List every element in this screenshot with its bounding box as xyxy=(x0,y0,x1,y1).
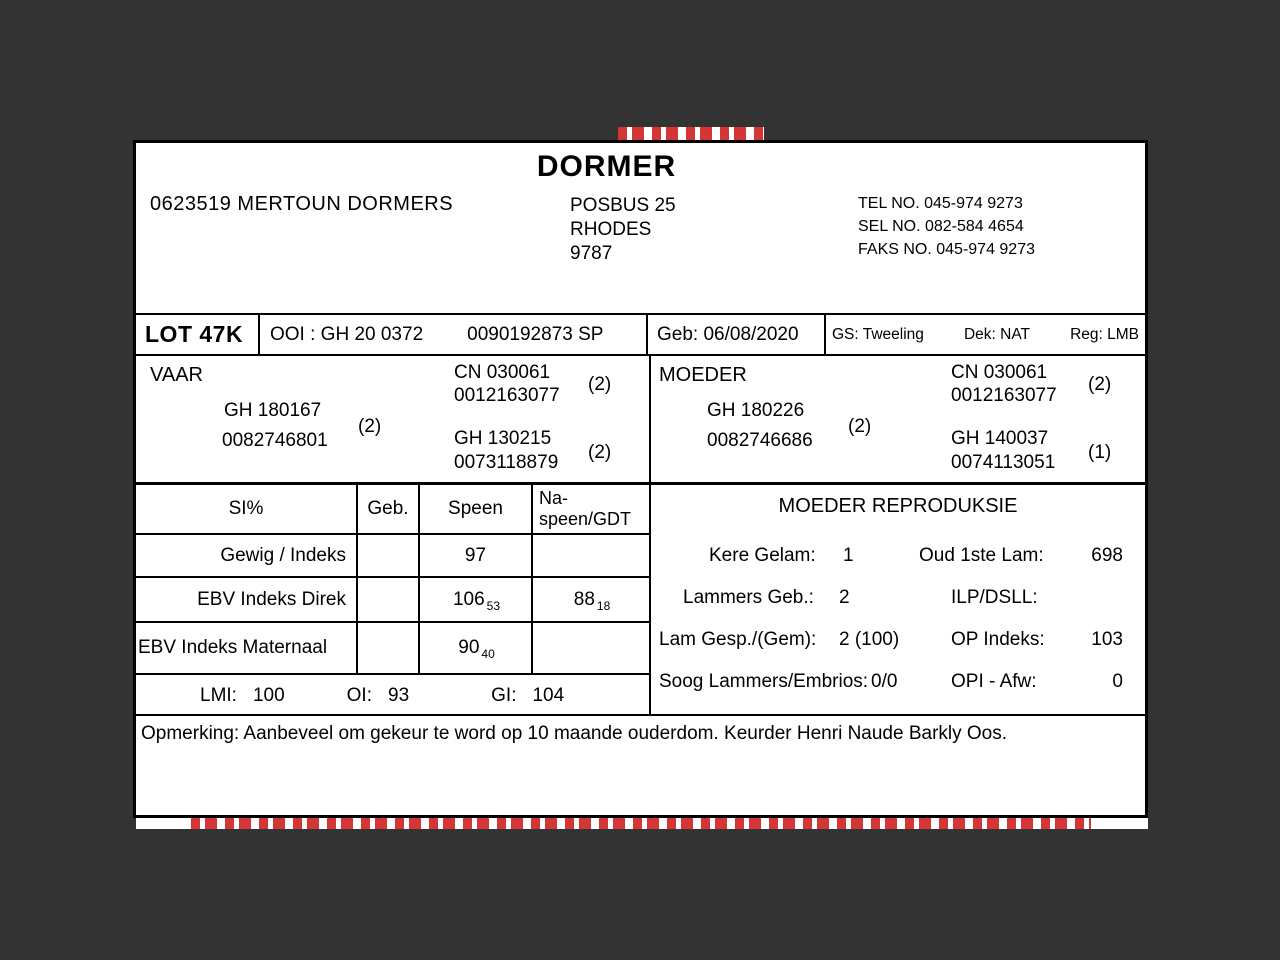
dam-count: (2) xyxy=(848,416,872,437)
dam-granddam-id: GH 140037 xyxy=(951,428,1049,449)
dek-value: Dek: NAT xyxy=(963,325,1030,343)
oud-1ste-lam-label: Oud 1ste Lam: xyxy=(919,545,1044,566)
lammers-geb-label: Lammers Geb.: xyxy=(683,587,814,608)
postal-address xyxy=(570,194,676,266)
lammers-geb-value: 2 xyxy=(839,587,850,608)
naspeen-main: 88 xyxy=(573,588,595,610)
birth-date: Geb: 06/08/2020 xyxy=(648,315,826,354)
op-indeks-label: OP Indeks: xyxy=(951,629,1045,650)
address-line: RHODES xyxy=(570,219,652,240)
address-line: 9787 xyxy=(570,243,613,264)
dam-granddam-count: (1) xyxy=(1088,442,1112,463)
dam-pedigree xyxy=(651,356,1145,482)
breeder-name: 0623519 MERTOUN DORMERS xyxy=(150,193,454,215)
indexes-section xyxy=(136,482,1145,714)
oi-pair xyxy=(347,685,409,707)
pedigree-section xyxy=(136,354,1145,482)
geb-value xyxy=(358,623,420,673)
dam-grandsire-id: CN 030061 xyxy=(951,362,1048,383)
oi-value: 93 xyxy=(388,685,410,706)
card-header xyxy=(136,143,1145,313)
lmi-pair xyxy=(200,685,285,707)
ewe-identification xyxy=(260,315,648,354)
ilp-dsll-label: ILP/DSLL: xyxy=(951,587,1038,608)
breed-title: DORMER xyxy=(536,150,677,183)
gi-pair xyxy=(491,685,564,707)
birth-status-cell xyxy=(826,315,1145,354)
kere-gelam-value: 1 xyxy=(843,545,854,566)
speen-main: 97 xyxy=(464,544,487,566)
opi-afw-label: OPI - Afw: xyxy=(951,671,1037,692)
op-indeks-value: 103 xyxy=(1091,629,1123,650)
red-text-fragment xyxy=(618,127,764,140)
si-header-speen: Speen xyxy=(420,485,533,533)
vaar-label: VAAR xyxy=(150,364,203,386)
panel-title: MOEDER REPRODUKSIE xyxy=(778,495,1018,517)
oi-label: OI: xyxy=(346,685,372,706)
row-label: Gewig / Indeks xyxy=(136,535,358,576)
sire-grandsire-count: (2) xyxy=(588,374,612,395)
soog-lammers-value: 0/0 xyxy=(871,671,898,692)
speen-main: 90 xyxy=(458,637,480,658)
speen-value xyxy=(420,623,533,673)
sire-granddam-number: 0073118879 xyxy=(454,452,559,473)
remarks-section xyxy=(136,714,1145,815)
scan-artifact-bottom xyxy=(136,818,1148,829)
lam-gesp-value: 2 (100) xyxy=(839,629,900,650)
si-header-row xyxy=(136,485,649,535)
sire-number: 0082746801 xyxy=(222,430,328,451)
reg-value: Reg: LMB xyxy=(1070,325,1139,343)
table-row xyxy=(136,623,649,673)
speen-main: 106 xyxy=(452,588,485,610)
dam-number: 0082746686 xyxy=(707,430,813,451)
red-text-fragment xyxy=(191,818,1091,829)
ooi-id: OOI : GH 20 0372 xyxy=(270,323,424,345)
speen-accuracy: 40 xyxy=(481,647,495,661)
lot-number: LOT 47K xyxy=(136,315,260,354)
sire-count: (2) xyxy=(358,416,382,437)
gi-value: 104 xyxy=(532,685,565,706)
tel-number: TEL NO. 045-974 9273 xyxy=(858,195,1023,212)
naspeen-line1: Na- xyxy=(539,488,569,508)
speen-accuracy: 53 xyxy=(486,598,501,613)
gs-value: GS: Tweeling xyxy=(832,325,924,343)
moeder-label: MOEDER xyxy=(659,364,747,386)
si-index-table xyxy=(136,485,651,714)
sire-granddam-count: (2) xyxy=(588,442,612,463)
lmi-label: LMI: xyxy=(200,685,237,706)
gi-label: GI: xyxy=(491,685,517,706)
ooi-registration-number: 0090192873 SP xyxy=(467,323,604,345)
sire-id: GH 180167 xyxy=(224,400,322,421)
index-summary-row xyxy=(136,673,649,717)
si-header-label: SI% xyxy=(136,485,358,533)
naspeen-value xyxy=(533,578,649,621)
contact-numbers xyxy=(858,192,1035,261)
scan-artifact-top xyxy=(618,127,764,140)
sire-grandsire-number: 0012163077 xyxy=(454,385,560,406)
dam-id: GH 180226 xyxy=(707,400,805,421)
speen-value xyxy=(420,578,533,621)
catalog-card xyxy=(133,140,1148,818)
table-row xyxy=(136,535,649,578)
lam-gesp-label: Lam Gesp./(Gem): xyxy=(659,629,817,650)
naspeen-accuracy: 18 xyxy=(596,598,611,613)
remarks-text: Opmerking: Aanbeveel om gekeur te word op 10 maande ouderdom. Keurder Henri Naude Barkly Oos. xyxy=(141,723,1008,744)
naspeen-value xyxy=(533,623,649,673)
moeder-reproduksie-panel xyxy=(651,485,1145,714)
geb-value xyxy=(358,535,420,576)
kere-gelam-label: Kere Gelam: xyxy=(709,545,816,566)
si-header-naspeen xyxy=(533,485,649,533)
fax-number: FAKS NO. 045-974 9273 xyxy=(858,241,1035,258)
table-row xyxy=(136,578,649,623)
geb-value xyxy=(358,578,420,621)
dam-granddam-number: 0074113051 xyxy=(951,452,1056,473)
naspeen-value xyxy=(533,535,649,576)
dam-grandsire-count: (2) xyxy=(1088,374,1112,395)
oud-1ste-lam-value: 698 xyxy=(1091,545,1123,566)
row-label: EBV Indeks Maternaal xyxy=(136,623,358,673)
sire-pedigree xyxy=(136,356,651,482)
address-line: POSBUS 25 xyxy=(570,195,676,216)
row-label: EBV Indeks Direk xyxy=(136,578,358,621)
soog-lammers-label: Soog Lammers/Embrios: xyxy=(659,671,869,692)
sire-grandsire-id: CN 030061 xyxy=(454,362,551,383)
opi-afw-value: 0 xyxy=(1112,671,1123,692)
cell-number: SEL NO. 082-584 4654 xyxy=(858,218,1024,235)
speen-value xyxy=(420,535,533,576)
dam-grandsire-number: 0012163077 xyxy=(951,385,1057,406)
naspeen-line2: speen/GDT xyxy=(539,509,632,529)
si-header-geb: Geb. xyxy=(358,485,420,533)
lmi-value: 100 xyxy=(252,685,285,706)
sire-granddam-id: GH 130215 xyxy=(454,428,552,449)
lot-row xyxy=(136,313,1145,354)
